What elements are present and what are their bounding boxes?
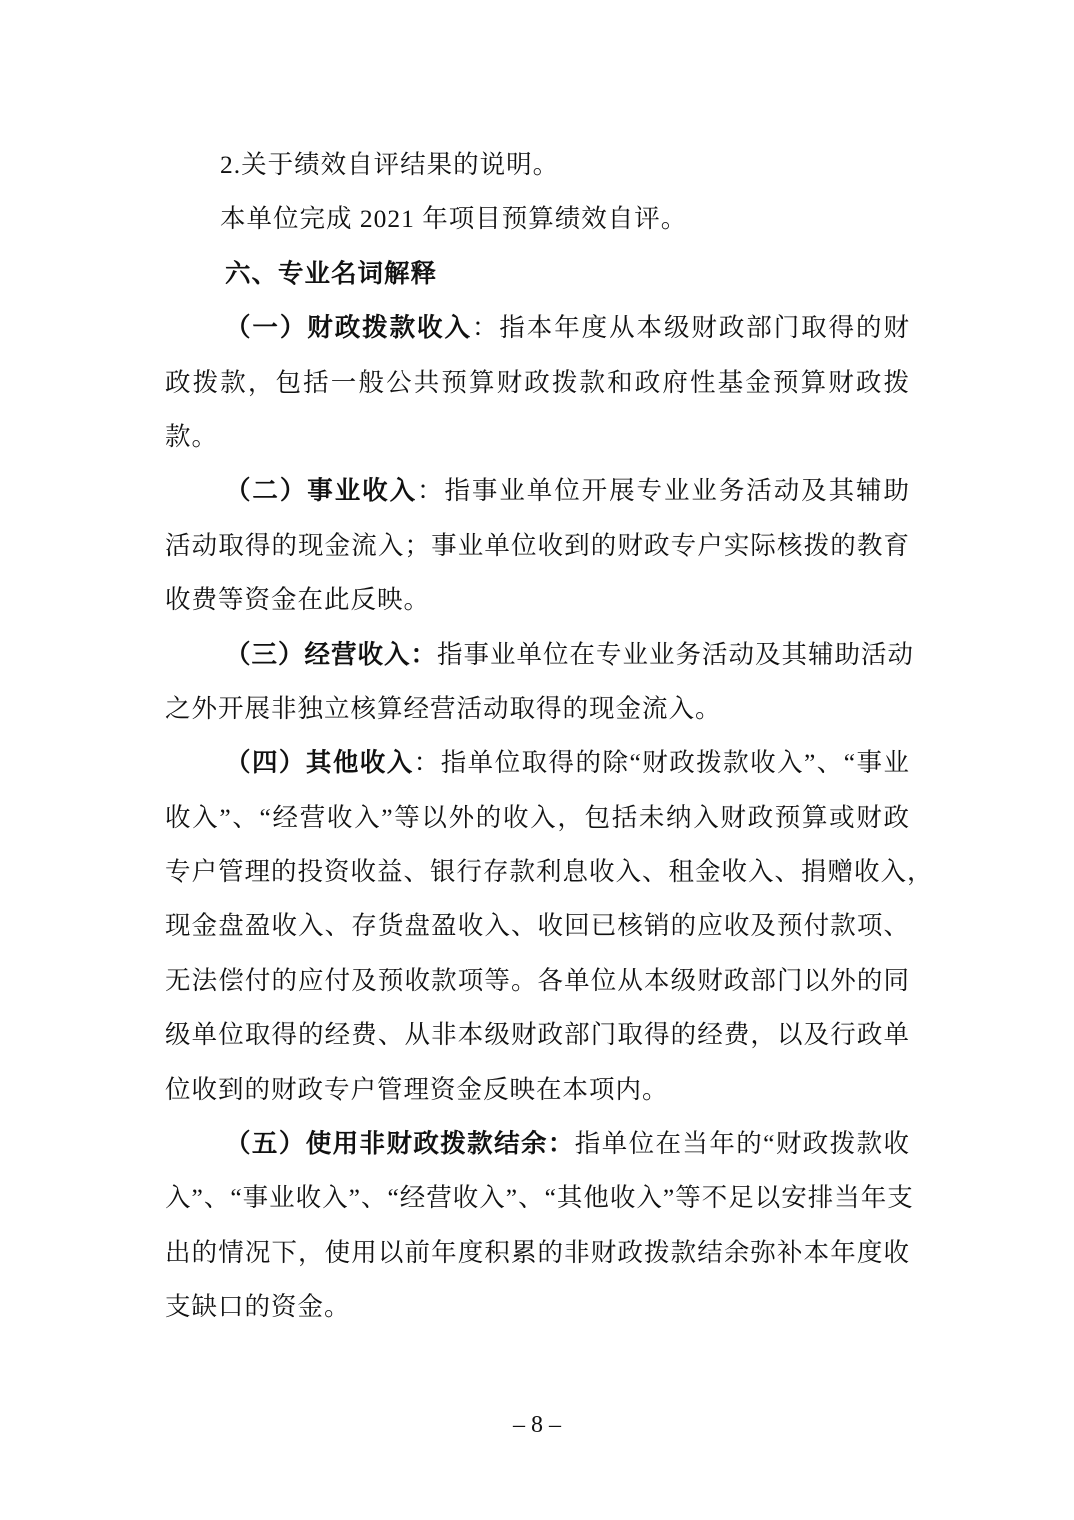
paragraph-line	[165, 682, 910, 736]
term-definition-text: 支缺口的资金。	[165, 1292, 351, 1322]
term-title: （三）经营收入：	[225, 639, 438, 669]
paragraph-line	[165, 519, 910, 573]
term-definition-text: 专户管理的投资收益、银行存款利息收入、租金收入、捐赠收入，	[165, 857, 934, 887]
paragraph-line	[165, 845, 934, 899]
paragraph-line	[165, 628, 915, 682]
term-definition-text: 入”、“事业收入”、“经营收入”、“其他收入”等不足以安排当年支	[165, 1183, 914, 1213]
term-definition-text: 无法偿付的应付及预收款项等。各单位从本级财政部门以外的同	[165, 965, 910, 995]
term-definition-text: ：指单位取得的除“财政拨款收入”、“事业	[413, 748, 910, 778]
page-number: – 8 –	[513, 1412, 561, 1438]
term-definition-text: 款。	[165, 421, 219, 451]
paragraph-line	[165, 1171, 914, 1225]
paragraph-line	[165, 301, 910, 355]
term-title: （一）财政拨款收入	[225, 313, 472, 343]
term-definition-text: ：指事业单位开展专业业务活动及其辅助	[417, 476, 910, 506]
term-definition-text: ：指本年度从本级财政部门取得的财	[471, 313, 910, 343]
term-definition-text: 现金盘盈收入、存货盘盈收入、收回已核销的应收及预付款项、	[165, 911, 910, 941]
section-heading: 六、专业名词解释	[225, 258, 438, 288]
term-definition-text: 指事业单位在专业业务活动及其辅助活动	[437, 639, 915, 669]
term-definition-text: 位收到的财政专户管理资金反映在本项内。	[165, 1074, 669, 1104]
paragraph-line	[165, 464, 910, 518]
paragraph-line	[165, 954, 910, 1008]
term-definition-text: 政拨款，包括一般公共预算财政拨款和政府性基金预算财政拨	[165, 367, 910, 397]
paragraph-line	[165, 356, 910, 410]
term-definition-text: 出的情况下，使用以前年度积累的非财政拨款结余弥补本年度收	[165, 1237, 910, 1267]
paragraph-line	[165, 1008, 910, 1062]
paragraph-line	[165, 736, 910, 790]
term-title: （四）其他收入	[225, 748, 414, 778]
intro-line: 本单位完成 2021 年项目预算绩效自评。	[220, 204, 688, 234]
paragraph-line	[165, 1063, 910, 1117]
paragraph-line	[165, 1280, 910, 1334]
term-definition-text: 活动取得的现金流入；事业单位收到的财政专户实际核拨的教育	[165, 530, 910, 560]
term-definition-text: 收入”、“经营收入”等以外的收入，包括未纳入财政预算或财政	[165, 802, 910, 832]
paragraph-line	[165, 1117, 910, 1171]
term-definition-text: 之外开展非独立核算经营活动取得的现金流入。	[165, 693, 722, 723]
term-title: （五）使用非财政拨款结余：	[225, 1129, 575, 1159]
document-body	[165, 138, 934, 1335]
term-definition-text: 级单位取得的经费、从非本级财政部门取得的经费，以及行政单	[165, 1020, 910, 1050]
intro-line: 2.关于绩效自评结果的说明。	[220, 150, 560, 179]
paragraph-line	[165, 573, 910, 627]
term-title: （二）事业收入	[225, 476, 418, 506]
paragraph-line	[165, 899, 910, 953]
paragraph-line	[165, 791, 910, 845]
term-definition-text: 指单位在当年的“财政拨款收	[574, 1129, 910, 1159]
term-definition-text: 收费等资金在此反映。	[165, 585, 431, 615]
paragraph-line	[165, 1226, 910, 1280]
paragraph-line	[165, 410, 910, 464]
